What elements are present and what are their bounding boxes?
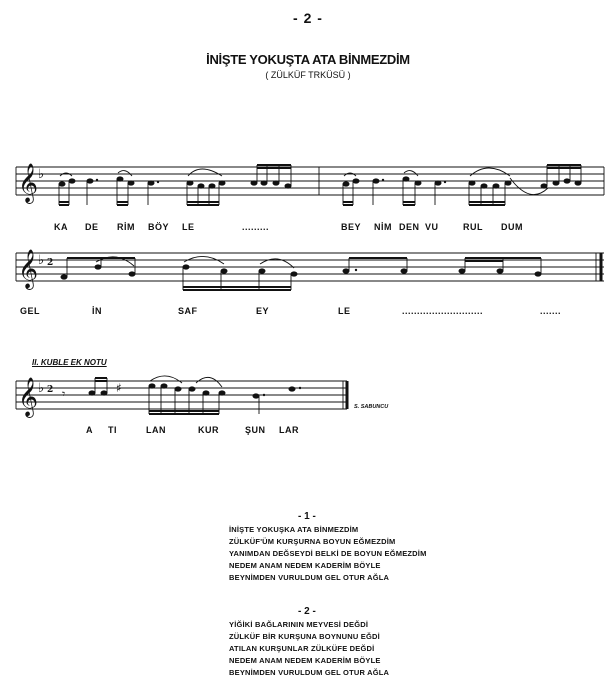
lyric-syllable: EY bbox=[256, 306, 270, 316]
verse-line: ZÜLKÜF'ÜM KURŞURNA BOYUN EĞMEZDİM bbox=[229, 537, 396, 546]
flat-icon: ♭ bbox=[38, 167, 45, 182]
lyric-syllable: LAN bbox=[146, 425, 166, 435]
lyric-syllable: LE bbox=[338, 306, 351, 316]
verse-line: ATILAN KURŞUNLAR ZÜLKÜFE DEĞDİ bbox=[229, 644, 375, 653]
lyric-syllable: GEL bbox=[20, 306, 41, 316]
time-signature: 2 bbox=[47, 258, 54, 268]
lyric-syllable: LE bbox=[182, 222, 195, 232]
section-label: II. KUBLE EK NOTU bbox=[32, 358, 107, 367]
lyric-syllable: DEN bbox=[399, 222, 420, 232]
treble-clefs bbox=[18, 163, 122, 418]
eighth-rest-icon: 𝄾 bbox=[62, 387, 66, 401]
lyric-syllable: İN bbox=[92, 306, 102, 316]
staff-1-notes bbox=[59, 176, 582, 188]
lyric-syllable: TI bbox=[108, 425, 117, 435]
lyric-syllable: VU bbox=[425, 222, 439, 232]
verse-number: - 1 - bbox=[298, 511, 316, 522]
lyric-syllable: ŞUN bbox=[245, 425, 266, 435]
lyric-syllable: RUL bbox=[463, 222, 483, 232]
song-subtitle: ( ZÜLKÜF TRKÜSÜ ) bbox=[265, 70, 351, 80]
sharp-icon: ♯ bbox=[116, 381, 122, 395]
song-title: İNİŞTE YOKUŞTA ATA BİNMEZDİM bbox=[206, 52, 410, 67]
lyric-syllable: A bbox=[86, 425, 93, 435]
verse-line: NEDEM ANAM NEDEM KADERİM BÖYLE bbox=[229, 656, 381, 665]
staff-3 bbox=[16, 381, 347, 409]
lyric-syllable: RİM bbox=[117, 222, 135, 232]
verse-line: YANIMDAN DEĞSEYDİ BELKİ DE BOYUN EĞMEZDİM bbox=[229, 549, 427, 558]
lyric-syllable: BÖY bbox=[148, 222, 170, 232]
time-signature: 2 bbox=[47, 385, 54, 395]
verse-line: NEDEM ANAM NEDEM KADERİM BÖYLE bbox=[229, 561, 381, 570]
lyric-syllable: ........................... bbox=[402, 306, 484, 316]
verse-line: ZÜLKÜF BİR KURŞUNA BOYNUNU EĞDİ bbox=[229, 632, 380, 641]
lyric-syllable: KA bbox=[54, 222, 68, 232]
lyric-syllable: DUM bbox=[501, 222, 523, 232]
lyric-syllable: BEY bbox=[341, 222, 362, 232]
page-number: - 2 - bbox=[293, 10, 323, 26]
verse-line: İNİŞTE YOKUŞKA ATA BİNMEZDİM bbox=[229, 525, 359, 534]
lyric-syllable: ....... bbox=[540, 306, 562, 316]
staff-1-beams bbox=[59, 165, 581, 205]
treble-clef-icon: 𝄞 bbox=[18, 163, 39, 203]
verse-number: - 2 - bbox=[298, 606, 316, 617]
lyric-syllable: NİM bbox=[374, 222, 392, 232]
lyric-syllable: KUR bbox=[198, 425, 219, 435]
treble-clef-icon: 𝄞 bbox=[18, 377, 39, 417]
lyric-syllable: LAR bbox=[279, 425, 299, 435]
staff-1 bbox=[16, 167, 604, 195]
verse-line: YİĞİKİ BAĞLARININ MEYVESİ DEĞDİ bbox=[229, 620, 369, 629]
verse-line: BEYNİMDEN VURULDUM GEL OTUR AĞLA bbox=[229, 573, 390, 582]
staff-2-dots bbox=[355, 269, 357, 271]
lyric-syllable: ......... bbox=[242, 222, 270, 232]
composer-signature: S. SABUNCU bbox=[354, 404, 389, 410]
staff-1-stems bbox=[59, 165, 581, 205]
verse-line: BEYNİMDEN VURULDUM GEL OTUR AĞLA bbox=[229, 668, 390, 677]
treble-clef-icon: 𝄞 bbox=[18, 249, 39, 289]
flat-icon: ♭ bbox=[38, 381, 45, 396]
lyric-syllable: DE bbox=[85, 222, 99, 232]
flat-icon: ♭ bbox=[38, 253, 45, 268]
lyric-syllable: SAF bbox=[178, 306, 198, 316]
